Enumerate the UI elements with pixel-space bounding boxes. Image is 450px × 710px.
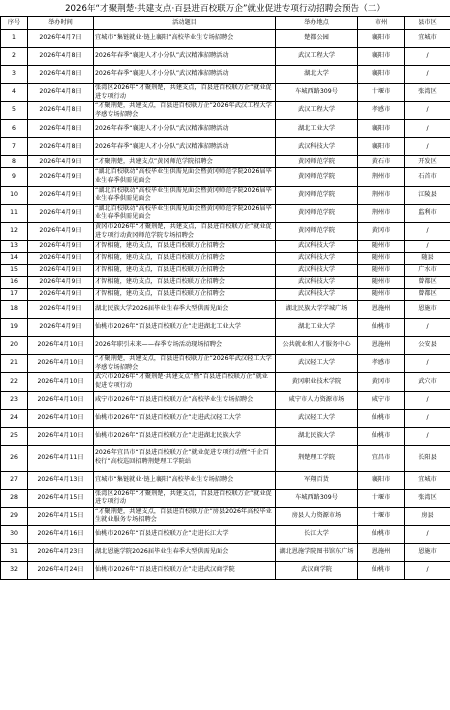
header-date: 举办时间 — [28, 17, 94, 30]
table-row — [1, 471, 450, 489]
cell-county: 武穴市 — [405, 373, 450, 391]
cell-county: 曾都区 — [405, 289, 450, 301]
table-header-row — [1, 17, 450, 30]
cell-place: 黄冈师范学院 — [276, 186, 358, 204]
cell-city: 黄冈市 — [358, 222, 405, 240]
cell-county: / — [405, 138, 450, 156]
cell-county: 张湾区 — [405, 489, 450, 507]
cell-place: 湖北民族大学学城广场 — [276, 301, 358, 319]
cell-city: 仙桃市 — [358, 409, 405, 427]
cell-city: 仙桃市 — [358, 427, 405, 445]
cell-county: 宜城市 — [405, 471, 450, 489]
table-row — [1, 66, 450, 84]
cell-date: 2026年4月8日 — [28, 102, 94, 120]
cell-city: 襄阳市 — [358, 138, 405, 156]
table-row — [1, 561, 450, 579]
header-title: 活动题目 — [94, 17, 276, 30]
cell-county: 开发区 — [405, 156, 450, 168]
cell-county: 张湾区 — [405, 84, 450, 102]
table-row — [1, 168, 450, 186]
cell-title: 2026年春季“襄迎人才小分队”武汉精准招聘活动 — [94, 138, 276, 156]
cell-city: 荆州市 — [358, 204, 405, 222]
cell-no: 14 — [1, 253, 28, 265]
cell-date: 2026年4月9日 — [28, 301, 94, 319]
cell-no: 21 — [1, 355, 28, 373]
cell-no: 31 — [1, 543, 28, 561]
cell-place: 长江大学 — [276, 525, 358, 543]
cell-title: 2026年职引未来——春季专场活动现场招聘会 — [94, 337, 276, 355]
header-city: 市州 — [358, 17, 405, 30]
cell-place: 武汉科技大学 — [276, 138, 358, 156]
cell-city: 襄阳市 — [358, 66, 405, 84]
cell-date: 2026年4月10日 — [28, 391, 94, 409]
cell-place: 湖北工业大学 — [276, 319, 358, 337]
cell-title: 咸宁市2026年“百县进百校联万企”高校毕业生专场招聘会 — [94, 391, 276, 409]
cell-place: 车城西路309号 — [276, 84, 358, 102]
cell-title: “湖北百校联动”高校毕业生供需见面会暨黄冈师范学院2026届毕业生春季供需见面会 — [94, 204, 276, 222]
cell-no: 28 — [1, 489, 28, 507]
cell-no: 7 — [1, 138, 28, 156]
cell-county: 宜城市 — [405, 30, 450, 48]
cell-date: 2026年4月9日 — [28, 253, 94, 265]
cell-city: 恩施州 — [358, 543, 405, 561]
cell-county: 随县 — [405, 253, 450, 265]
cell-city: 襄阳市 — [358, 471, 405, 489]
cell-no: 11 — [1, 204, 28, 222]
table-row — [1, 489, 450, 507]
cell-title: 仙桃市2026年“百县进百校联万企”走进湖北民族大学 — [94, 427, 276, 445]
cell-title: “才聚荆楚，共建支点”黄冈师范学院招聘会 — [94, 156, 276, 168]
cell-title: 张湾区2026年“才聚荆楚，共建支点，百县进百校联万企”就业促进专项行动 — [94, 489, 276, 507]
cell-city: 十堰市 — [358, 84, 405, 102]
cell-date: 2026年4月8日 — [28, 84, 94, 102]
cell-place: 公共就业和人才服务中心 — [276, 337, 358, 355]
cell-no: 22 — [1, 373, 28, 391]
cell-place: 武汉商学院 — [276, 561, 358, 579]
cell-title: 才智相随，建功支点，百县进百校联万企招聘会 — [94, 277, 276, 289]
cell-city: 荆州市 — [358, 186, 405, 204]
cell-no: 10 — [1, 186, 28, 204]
cell-date: 2026年4月24日 — [28, 561, 94, 579]
cell-county: / — [405, 241, 450, 253]
cell-title: 张湾区2026年“才聚荆楚，共建支点，百县进百校联万企”就业促进专项行动 — [94, 84, 276, 102]
cell-date: 2026年4月16日 — [28, 525, 94, 543]
cell-title: 武穴市2026年“才聚荆楚·共建支点”暨“百县进百校联万企”就业促进专项行动 — [94, 373, 276, 391]
cell-date: 2026年4月10日 — [28, 355, 94, 373]
table-row — [1, 355, 450, 373]
cell-no: 19 — [1, 319, 28, 337]
cell-city: 随州市 — [358, 241, 405, 253]
cell-title: 才智相随，建功支点，百县进百校联万企招聘会 — [94, 241, 276, 253]
table-row — [1, 301, 450, 319]
cell-title: 才智相随，建功支点，百县进百校联万企招聘会 — [94, 253, 276, 265]
cell-title: 湖北恩施学院2026届毕业生春季大型供需见面会 — [94, 543, 276, 561]
cell-city: 襄阳市 — [358, 30, 405, 48]
cell-county: 江陵县 — [405, 186, 450, 204]
cell-no: 15 — [1, 265, 28, 277]
cell-county: / — [405, 319, 450, 337]
table-row — [1, 222, 450, 240]
cell-county: 恩施市 — [405, 301, 450, 319]
cell-date: 2026年4月23日 — [28, 543, 94, 561]
cell-no: 29 — [1, 507, 28, 525]
cell-city: 孝感市 — [358, 355, 405, 373]
table-row — [1, 265, 450, 277]
cell-county: 恩施市 — [405, 543, 450, 561]
cell-title: 仙桃市2026年“百县进百校联万企”走进长江大学 — [94, 525, 276, 543]
cell-county: / — [405, 120, 450, 138]
cell-title: 黄冈市2026年“才聚荆楚，共建支点，百县进百校联万企”就业促进专项行动黄冈师范学院专场招聘会 — [94, 222, 276, 240]
table-row — [1, 186, 450, 204]
cell-city: 荆州市 — [358, 168, 405, 186]
cell-date: 2026年4月15日 — [28, 489, 94, 507]
cell-date: 2026年4月8日 — [28, 120, 94, 138]
cell-title: 宜城市“集链就业·链上襄阳”高校毕业生专场招聘会 — [94, 30, 276, 48]
cell-county: 房县 — [405, 507, 450, 525]
cell-place: 武汉工程大学 — [276, 48, 358, 66]
cell-no: 20 — [1, 337, 28, 355]
cell-title: “才聚荆楚，共建支点，百县进百校联万企”2026年武汉轻工大学孝感专场招聘会 — [94, 355, 276, 373]
cell-date: 2026年4月9日 — [28, 265, 94, 277]
header-no: 序号 — [1, 17, 28, 30]
cell-city: 咸宁市 — [358, 391, 405, 409]
cell-place: 房县人力资源市场 — [276, 507, 358, 525]
table-row — [1, 253, 450, 265]
cell-no: 26 — [1, 445, 28, 471]
cell-city: 随州市 — [358, 289, 405, 301]
cell-date: 2026年4月9日 — [28, 241, 94, 253]
cell-place: 楚都公园 — [276, 30, 358, 48]
table-row — [1, 48, 450, 66]
table-row — [1, 507, 450, 525]
cell-date: 2026年4月9日 — [28, 222, 94, 240]
cell-date: 2026年4月9日 — [28, 319, 94, 337]
cell-title: 湖北民族大学2026届毕业生春季大型供需见面会 — [94, 301, 276, 319]
cell-city: 仙桃市 — [358, 561, 405, 579]
cell-no: 16 — [1, 277, 28, 289]
cell-no: 1 — [1, 30, 28, 48]
cell-no: 5 — [1, 102, 28, 120]
cell-date: 2026年4月9日 — [28, 156, 94, 168]
table-row — [1, 204, 450, 222]
cell-date: 2026年4月8日 — [28, 138, 94, 156]
table-row — [1, 391, 450, 409]
cell-county: / — [405, 409, 450, 427]
cell-county: 曾都区 — [405, 277, 450, 289]
cell-county: 石首市 — [405, 168, 450, 186]
cell-county: 公安县 — [405, 337, 450, 355]
cell-city: 随州市 — [358, 277, 405, 289]
cell-place: 武汉科技大学 — [276, 253, 358, 265]
cell-city: 恩施州 — [358, 301, 405, 319]
table-row — [1, 525, 450, 543]
table-row — [1, 319, 450, 337]
table-row — [1, 120, 450, 138]
cell-no: 2 — [1, 48, 28, 66]
cell-city: 仙桃市 — [358, 525, 405, 543]
cell-place: 武汉科技大学 — [276, 265, 358, 277]
table-row — [1, 373, 450, 391]
cell-title: 2026年春季“襄迎人才小分队”武汉精准招聘活动 — [94, 66, 276, 84]
cell-date: 2026年4月10日 — [28, 427, 94, 445]
cell-place: 武汉轻工大学 — [276, 409, 358, 427]
cell-date: 2026年4月8日 — [28, 48, 94, 66]
cell-place: 黄冈师范学院 — [276, 168, 358, 186]
cell-place: 湖北民族大学 — [276, 427, 358, 445]
cell-title: “湖北百校联动”高校毕业生供需见面会暨黄冈师范学院2026届毕业生春季供需见面会 — [94, 168, 276, 186]
job-fair-schedule-table — [0, 16, 450, 580]
cell-title: 仙桃市2026年“百县进百校联万企”走进湖北工业大学 — [94, 319, 276, 337]
table-row — [1, 445, 450, 471]
cell-city: 黄石市 — [358, 156, 405, 168]
table-row — [1, 409, 450, 427]
cell-county: / — [405, 102, 450, 120]
cell-no: 30 — [1, 525, 28, 543]
cell-title: 2026年宜昌市“百县进百校联万企”就业促进专项行动暨“千企百校行”高校巡回招聘荆楚理工学院站 — [94, 445, 276, 471]
cell-county: / — [405, 561, 450, 579]
table-row — [1, 337, 450, 355]
cell-place: 黄冈师范学院 — [276, 156, 358, 168]
cell-place: 车城西路309号 — [276, 489, 358, 507]
table-row — [1, 277, 450, 289]
cell-place: 湖北大学 — [276, 66, 358, 84]
cell-no: 27 — [1, 471, 28, 489]
cell-city: 随州市 — [358, 265, 405, 277]
cell-date: 2026年4月9日 — [28, 186, 94, 204]
cell-title: “湖北百校联动”高校毕业生供需见面会暨黄冈师范学院2026届毕业生春季供需见面会 — [94, 186, 276, 204]
cell-title: 仙桃市2026年“百县进百校联万企”走进武汉商学院 — [94, 561, 276, 579]
header-place: 举办地点 — [276, 17, 358, 30]
table-row — [1, 138, 450, 156]
cell-no: 8 — [1, 156, 28, 168]
cell-place: 黄冈职业技术学院 — [276, 373, 358, 391]
cell-place: 咸宁市人力资源市场 — [276, 391, 358, 409]
cell-no: 23 — [1, 391, 28, 409]
cell-no: 4 — [1, 84, 28, 102]
table-row — [1, 289, 450, 301]
cell-place: 湖北工业大学 — [276, 120, 358, 138]
cell-title: 2026年春季“襄迎人才小分队”武汉精准招聘活动 — [94, 48, 276, 66]
table-row — [1, 427, 450, 445]
cell-no: 9 — [1, 168, 28, 186]
cell-county: / — [405, 525, 450, 543]
table-row — [1, 84, 450, 102]
cell-county: 监利市 — [405, 204, 450, 222]
cell-county: 长阳县 — [405, 445, 450, 471]
cell-county: / — [405, 66, 450, 84]
cell-place: 黄冈师范学院 — [276, 204, 358, 222]
header-county: 县市区 — [405, 17, 450, 30]
table-row — [1, 241, 450, 253]
cell-date: 2026年4月7日 — [28, 30, 94, 48]
table-row — [1, 102, 450, 120]
cell-no: 6 — [1, 120, 28, 138]
cell-date: 2026年4月9日 — [28, 168, 94, 186]
table-row — [1, 543, 450, 561]
cell-no: 3 — [1, 66, 28, 84]
cell-date: 2026年4月11日 — [28, 445, 94, 471]
cell-city: 十堰市 — [358, 489, 405, 507]
cell-date: 2026年4月9日 — [28, 289, 94, 301]
cell-place: 湖北恩施学院图书馆东广场 — [276, 543, 358, 561]
cell-city: 孝感市 — [358, 102, 405, 120]
cell-place: 武汉工程大学 — [276, 102, 358, 120]
cell-city: 恩施州 — [358, 337, 405, 355]
cell-date: 2026年4月9日 — [28, 277, 94, 289]
cell-city: 随州市 — [358, 253, 405, 265]
cell-title: 宜城市“集链就业·链上襄阳”高校毕业生专场招聘会 — [94, 471, 276, 489]
cell-place: 荆楚理工学院 — [276, 445, 358, 471]
cell-title: “才聚荆楚，共建支点，百县进百校联万企”房县2026年高校毕业生就业服务专场招聘会 — [94, 507, 276, 525]
cell-date: 2026年4月10日 — [28, 373, 94, 391]
cell-county: / — [405, 391, 450, 409]
cell-no: 17 — [1, 289, 28, 301]
cell-no: 32 — [1, 561, 28, 579]
cell-title: 才智相随，建功支点，百县进百校联万企招聘会 — [94, 289, 276, 301]
cell-city: 襄阳市 — [358, 48, 405, 66]
cell-place: 黄冈师范学院 — [276, 222, 358, 240]
cell-county: / — [405, 48, 450, 66]
cell-no: 13 — [1, 241, 28, 253]
cell-title: “才聚荆楚，共建支点，百县进百校联万企”2026年武汉工程大学孝感专场招聘会 — [94, 102, 276, 120]
cell-title: 才智相随，建功支点，百县进百校联万企招聘会 — [94, 265, 276, 277]
cell-county: / — [405, 355, 450, 373]
table-body — [1, 30, 450, 580]
cell-date: 2026年4月9日 — [28, 204, 94, 222]
cell-date: 2026年4月8日 — [28, 66, 94, 84]
cell-city: 黄冈市 — [358, 373, 405, 391]
table-row — [1, 156, 450, 168]
cell-city: 仙桃市 — [358, 319, 405, 337]
cell-city: 宜昌市 — [358, 445, 405, 471]
cell-county: / — [405, 222, 450, 240]
cell-county: 广水市 — [405, 265, 450, 277]
cell-place: 军翔百货 — [276, 471, 358, 489]
cell-city: 十堰市 — [358, 507, 405, 525]
cell-no: 12 — [1, 222, 28, 240]
page-title: 2026年“才聚荆楚·共建支点·百县进百校联万企”就业促进专项行动招聘会预告（二） — [0, 2, 450, 16]
cell-place: 武汉科技大学 — [276, 241, 358, 253]
table-row — [1, 30, 450, 48]
cell-date: 2026年4月10日 — [28, 337, 94, 355]
cell-place: 武汉科技大学 — [276, 289, 358, 301]
cell-place: 武汉科技大学 — [276, 277, 358, 289]
cell-title: 2026年春季“襄迎人才小分队”武汉精准招聘活动 — [94, 120, 276, 138]
cell-no: 24 — [1, 409, 28, 427]
cell-place: 武汉轻工大学 — [276, 355, 358, 373]
cell-date: 2026年4月15日 — [28, 507, 94, 525]
cell-no: 25 — [1, 427, 28, 445]
cell-no: 18 — [1, 301, 28, 319]
cell-county: / — [405, 427, 450, 445]
cell-city: 襄阳市 — [358, 120, 405, 138]
cell-date: 2026年4月10日 — [28, 409, 94, 427]
cell-title: 仙桃市2026年“百县进百校联万企”走进武汉轻工大学 — [94, 409, 276, 427]
cell-date: 2026年4月13日 — [28, 471, 94, 489]
